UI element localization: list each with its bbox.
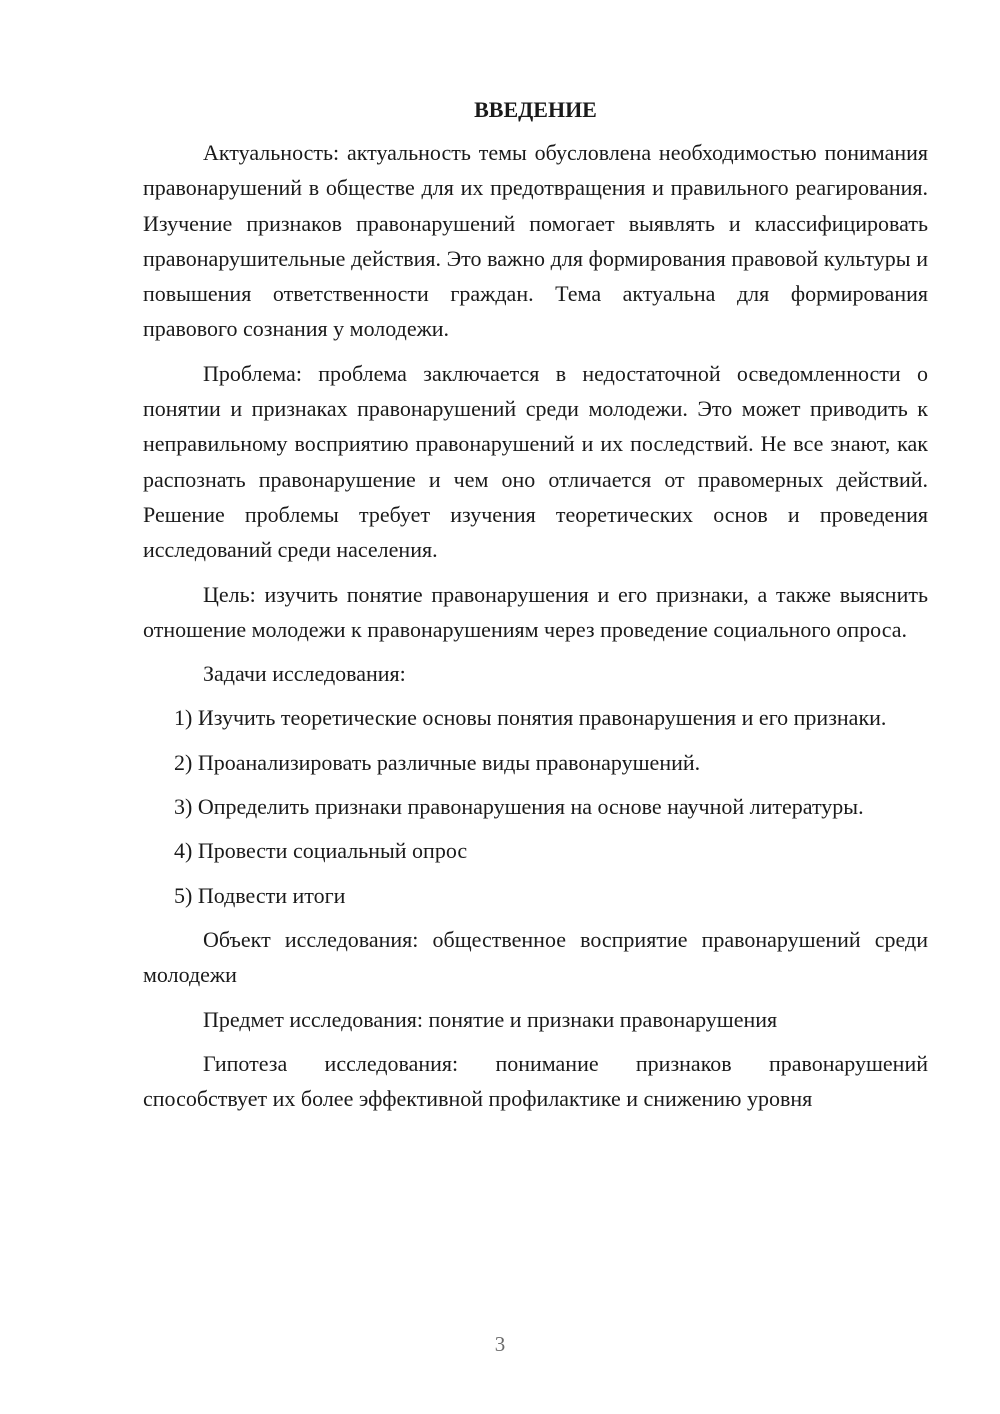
section-title: ВВЕДЕНИЕ [474,97,597,122]
task-item-4: 4) Провести социальный опрос [174,838,468,864]
relevance-paragraph: Актуальность: актуальность темы обусловлена необходимостью понимания правонарушений в обществе для их предотвращения и правильного реагирования. Изучение признаков правонарушений помогает выявлять и классифицировать правонарушительные действия. Это важно для формирования правовой культуры и повышения ответственности граждан. Тема актуальна для формирования правового сознания у молодежи. [143,140,928,342]
task-item-2: 2) Проанализировать различные виды правонарушений. [174,749,701,775]
task-item-5: 5) Подвести итоги [174,882,346,908]
task-item-3: 3) Определить признаки правонарушения на основе научной литературы. [174,794,864,820]
document-page [143,92,928,1125]
goal-paragraph: Цель: изучить понятие правонарушения и его признаки, а также выяснить отношение молодежи к правонарушениям через проведение социального опроса. [143,581,928,642]
task-item-1: 1) Изучить теоретические основы понятия правонарушения и его признаки. [174,705,887,731]
page-number: 3 [494,1332,506,1356]
problem-paragraph: Проблема: проблема заключается в недостаточной осведомленности о понятии и признаках правонарушений среди молодежи. Это может приводить к неправильному восприятию правонарушений и их последствий. Не все знают, как распознать правонарушение и чем оно отличается от правомерных действий. Решение проблемы требует изучения теоретических основ и проведения исследований среди населения. [143,360,928,563]
hypothesis-paragraph: Гипотеза исследования: понимание признаков правонарушений способствует их более эффективной профилактике и снижению уровня [143,1050,928,1112]
subject-paragraph: Предмет исследования: понятие и признаки правонарушения [203,1006,778,1032]
object-paragraph: Объект исследования: общественное восприятие правонарушений среди молодежи [143,926,928,988]
tasks-heading: Задачи исследования: [203,661,406,687]
